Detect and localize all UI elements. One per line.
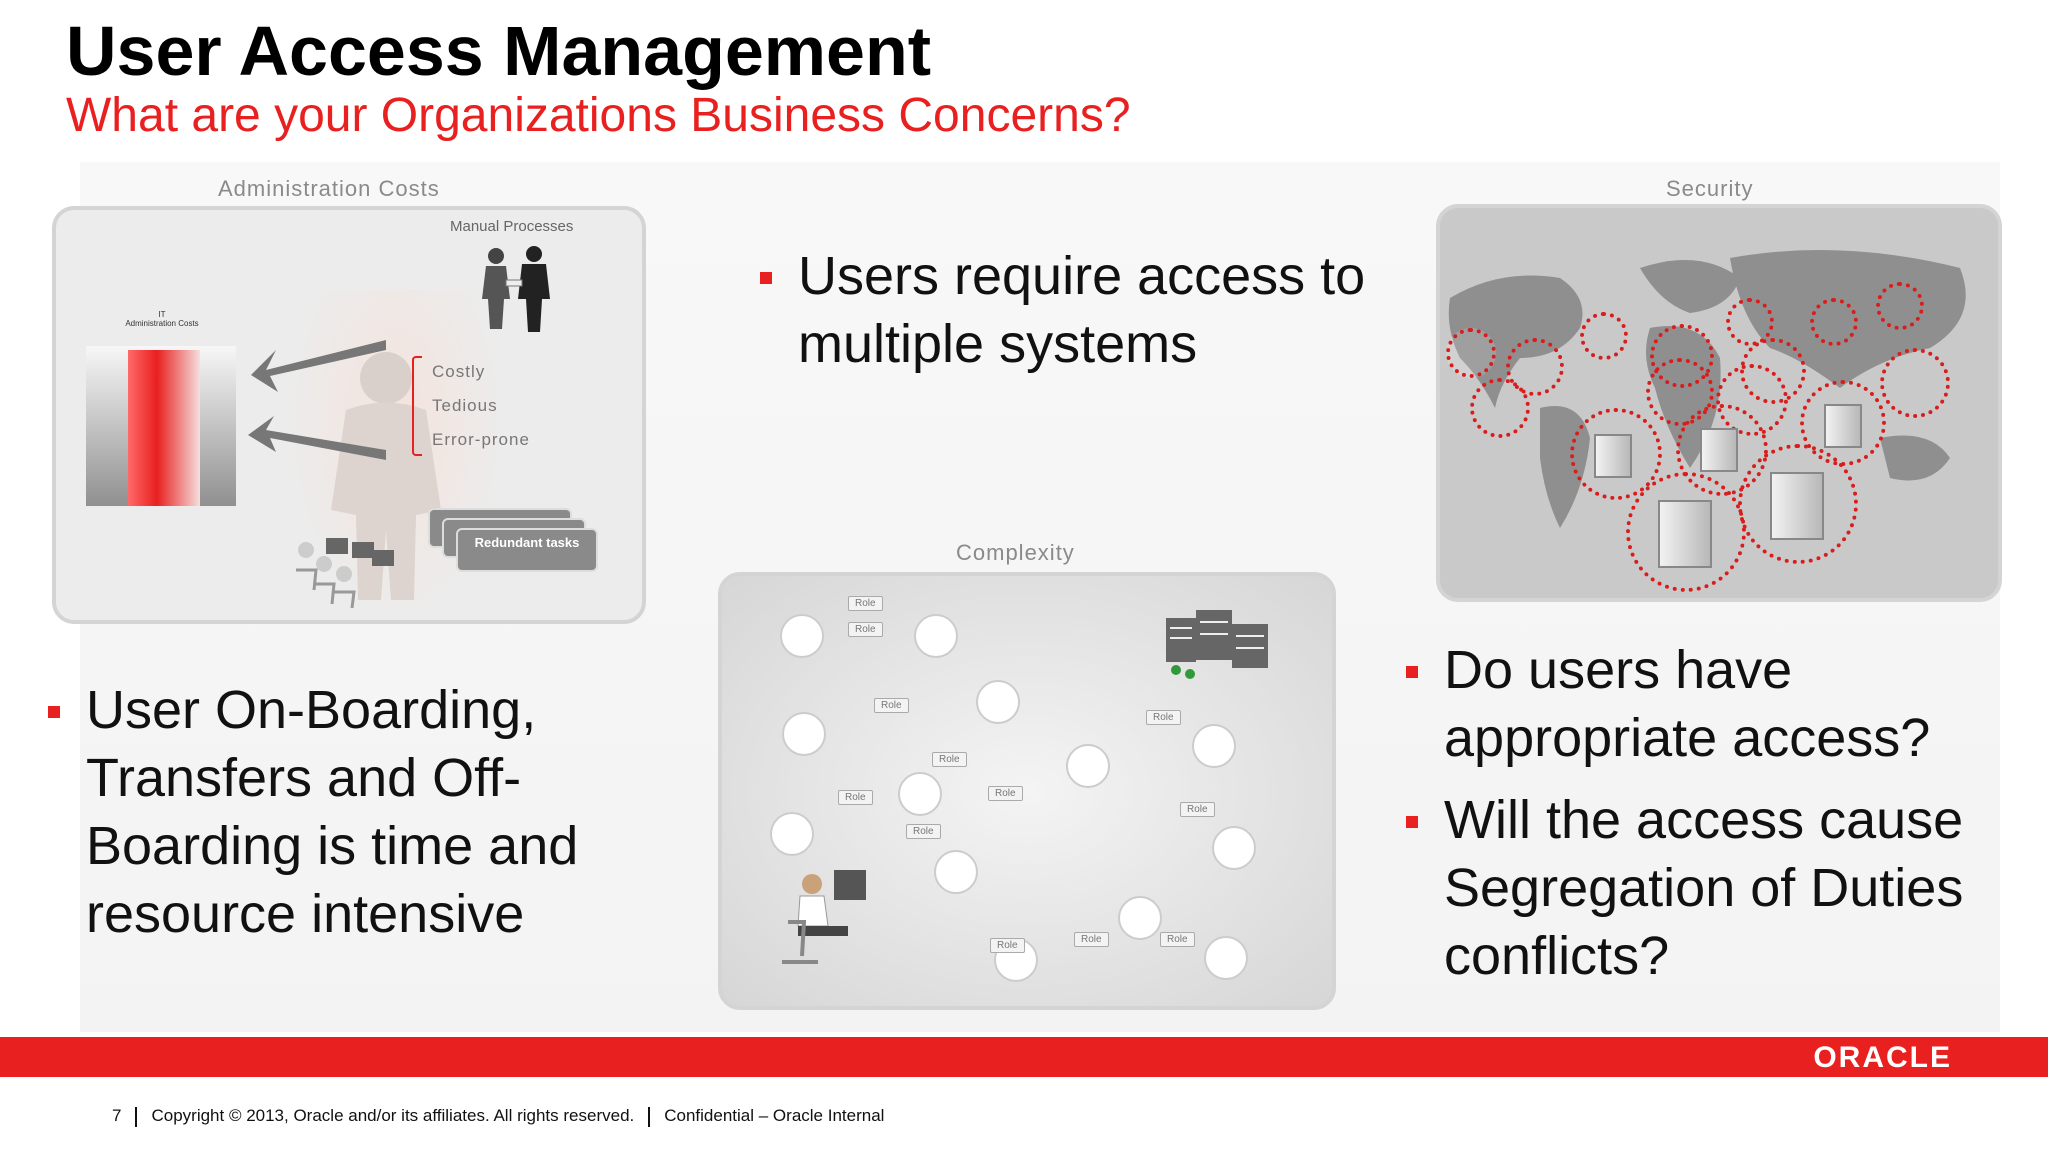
user-node	[934, 850, 978, 894]
manual-process-people-icon	[476, 244, 556, 334]
complexity-label: Complexity	[956, 540, 1075, 565]
footer-red-bar	[0, 1037, 2048, 1077]
server-node-1	[1446, 328, 1496, 378]
user-node	[898, 772, 942, 816]
issue-error-prone: Error-prone	[432, 430, 530, 449]
admin-costs-panel	[52, 206, 646, 624]
center-bullet-list	[760, 242, 1400, 378]
role-tag: Role	[1160, 932, 1195, 947]
footer	[112, 1106, 884, 1127]
user-node	[780, 614, 824, 658]
user-node	[1204, 936, 1248, 980]
confidential-text: Confidential – Oracle Internal	[664, 1106, 885, 1125]
issue-costly: Costly	[432, 362, 486, 381]
role-tag: Role	[838, 790, 873, 805]
bullet-text: User On-Boarding, Transfers and Off-Boarding is time and resource intensive	[86, 680, 579, 944]
user-node	[914, 614, 958, 658]
bullet-multiple-systems	[760, 242, 1400, 378]
oracle-logo: ORACLE	[1813, 1041, 1952, 1074]
left-bullet-list	[48, 676, 648, 948]
bullet-onboarding	[48, 676, 648, 948]
footer-separator	[648, 1107, 650, 1127]
role-tag: Role	[932, 752, 967, 767]
user-node	[1066, 744, 1110, 788]
bullet-text: Will the access cause Segregation of Duties conflicts?	[1444, 790, 1964, 986]
role-tag: Role	[906, 824, 941, 839]
role-tag: Role	[988, 786, 1023, 801]
user-node	[770, 812, 814, 856]
security-label: Security	[1666, 176, 1754, 201]
role-tag: Role	[1146, 710, 1181, 725]
security-panel	[1436, 204, 2002, 602]
admin-costs-bar	[128, 350, 200, 506]
server-icon-medium-1	[1594, 434, 1632, 478]
manual-processes-label: Manual Processes	[450, 218, 574, 235]
bullet-appropriate-access	[1406, 636, 2026, 772]
server-node-4	[1580, 312, 1628, 360]
copyright-text: Copyright © 2013, Oracle and/or its affiliates. All rights reserved.	[151, 1106, 635, 1125]
arrows-icon	[236, 320, 396, 470]
role-tag: Role	[848, 622, 883, 637]
slide-subtitle: What are your Organizations Business Concerns?	[66, 89, 1131, 142]
server-node-12	[1880, 348, 1950, 418]
it-admin-costs-label: IT Administration Costs	[125, 310, 199, 328]
bullet-text: Do users have appropriate access?	[1444, 640, 1931, 768]
workers-icon	[286, 530, 406, 610]
server-icon-medium-2	[1700, 428, 1738, 472]
bullet-marker	[48, 706, 60, 718]
issues-bracket	[412, 356, 422, 456]
footer-separator	[135, 1107, 137, 1127]
admin-costs-label: Administration Costs	[218, 176, 440, 201]
server-rack-icon	[1166, 610, 1276, 680]
redundant-tasks-card: Redundant tasks	[456, 528, 598, 572]
user-node	[976, 680, 1020, 724]
issues-list	[432, 362, 530, 450]
role-tag: Role	[1074, 932, 1109, 947]
server-node-6	[1810, 298, 1858, 346]
bullet-marker	[1406, 816, 1418, 828]
user-node	[1192, 724, 1236, 768]
server-node-3	[1470, 378, 1530, 438]
right-bullet-list	[1406, 636, 2026, 1004]
server-icon-medium-3	[1824, 404, 1862, 448]
slide-title: User Access Management	[66, 12, 932, 90]
bullet-sod-conflicts	[1406, 786, 2026, 990]
server-icon-large-1	[1658, 500, 1712, 568]
role-tag: Role	[874, 698, 909, 713]
bullet-text: Users require access to multiple systems	[798, 246, 1366, 374]
role-tag: Role	[1180, 802, 1215, 817]
desk-worker-icon	[778, 866, 878, 976]
server-icon-large-2	[1770, 472, 1824, 540]
role-tag: Role	[990, 938, 1025, 953]
issue-tedious: Tedious	[432, 396, 498, 415]
user-node	[1118, 896, 1162, 940]
complexity-panel	[718, 572, 1336, 1010]
bullet-marker	[1406, 666, 1418, 678]
user-node	[782, 712, 826, 756]
page-number: 7	[112, 1106, 122, 1125]
bullet-marker	[760, 272, 772, 284]
role-tag: Role	[848, 596, 883, 611]
server-node-7	[1876, 282, 1924, 330]
user-node	[1212, 826, 1256, 870]
